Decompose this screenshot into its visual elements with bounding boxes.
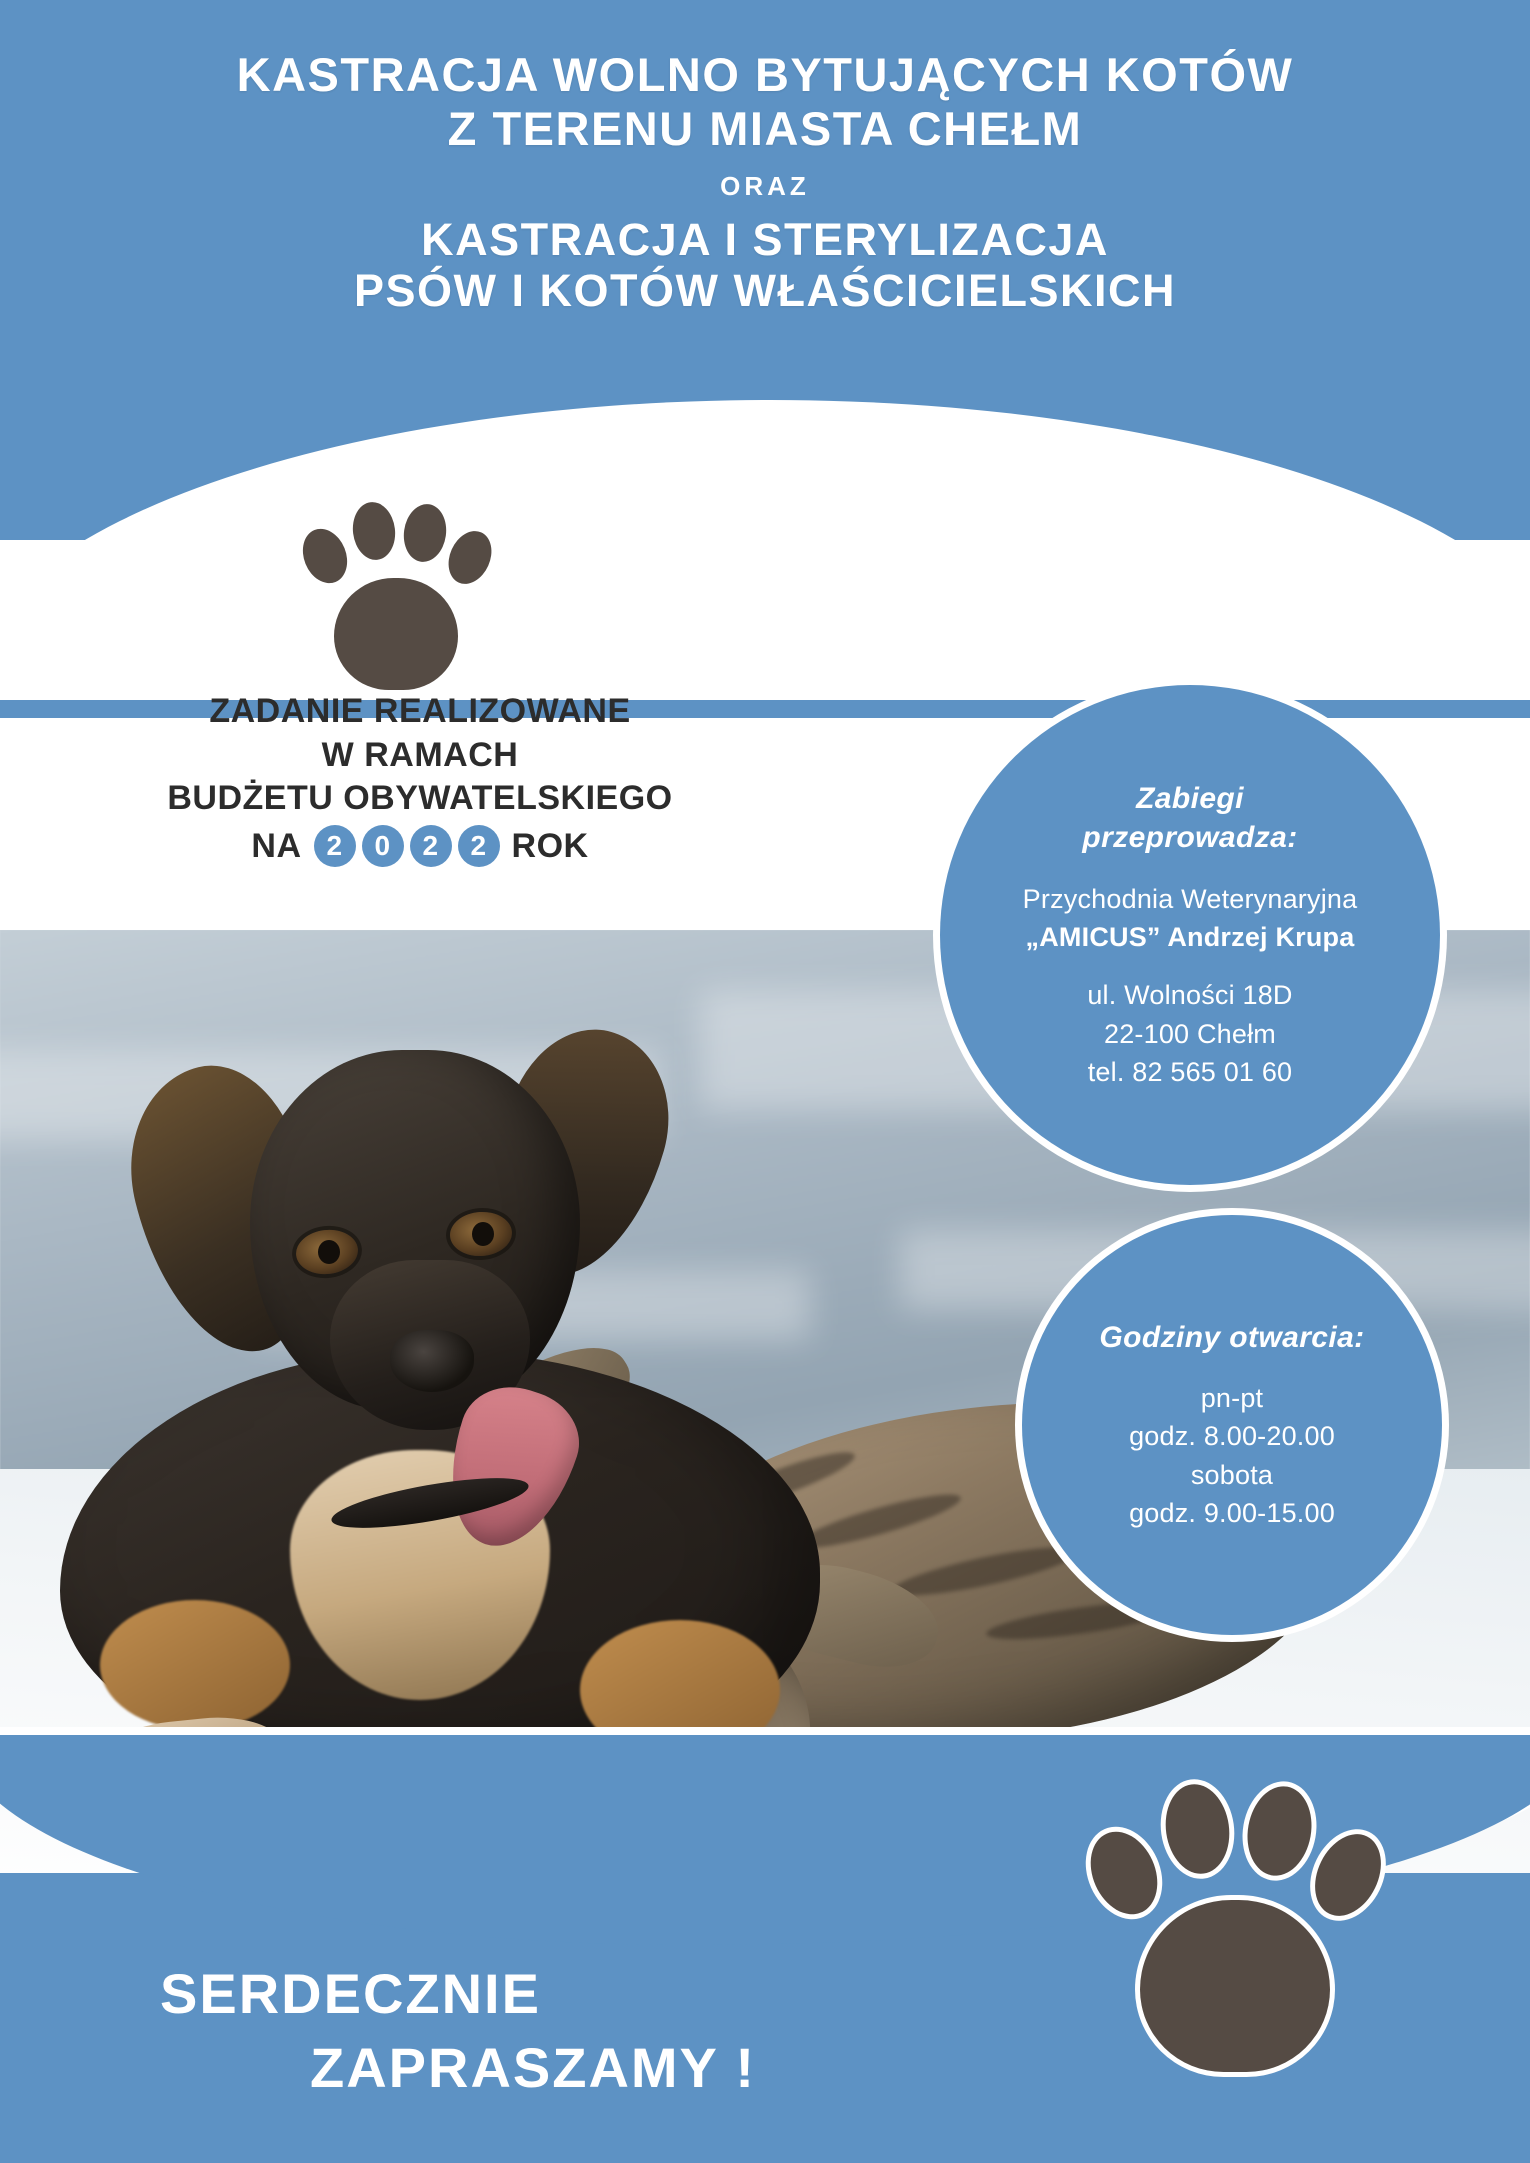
year-digit-3: 2 <box>410 825 452 867</box>
clinic-name-line-2: „AMICUS” Andrzej Krupa <box>1025 922 1355 953</box>
paw-toe-3 <box>1241 1781 1319 1881</box>
budget-rok-label: ROK <box>511 826 589 865</box>
budget-block <box>100 690 740 868</box>
hours-weekdays-label: pn-pt <box>1200 1383 1264 1414</box>
hours-title: Godziny otwarcia: <box>1099 1320 1365 1354</box>
paw-print-icon-bottom <box>1090 1780 1380 2080</box>
footer-line-2: ZAPRASZAMY ! <box>310 2036 757 2100</box>
dog-pupil-left <box>318 1240 340 1264</box>
budget-na-label: NA <box>251 826 302 865</box>
clinic-title-line-2: przeprowadza: <box>1082 821 1298 855</box>
clinic-address-line-2: 22-100 Chełm <box>1104 1018 1276 1049</box>
header-line-2: Z TERENU MIASTA CHEŁM <box>447 101 1083 155</box>
header-line-1: KASTRACJA WOLNO BYTUJĄCYCH KOTÓW <box>236 48 1294 101</box>
header-line-5: PSÓW I KOTÓW WŁAŚCICIELSKICH <box>354 265 1176 317</box>
clinic-title <box>1082 779 1297 858</box>
budget-line-2: W RAMACH <box>321 735 519 774</box>
footer-invitation <box>160 1957 756 2105</box>
paw-toe-1 <box>1078 1821 1170 1925</box>
budget-year-line <box>100 825 740 869</box>
dog-tan-marking <box>100 1600 290 1730</box>
hours-saturday-label: sobota <box>1190 1459 1274 1490</box>
footer-line-1: SERDECZNIE <box>160 1962 541 2026</box>
hours-weekdays-value: godz. 8.00-20.00 <box>1129 1421 1335 1452</box>
header-line-4: KASTRACJA I STERYLIZACJA <box>421 214 1109 266</box>
cat-stripe <box>889 1538 1081 1605</box>
cat-stripe <box>794 1485 965 1557</box>
dog-pupil-right <box>472 1222 494 1246</box>
budget-line-3: BUDŻETU OBYWATELSKIEGO <box>167 779 673 818</box>
header-line-oraz: ORAZ <box>720 171 810 202</box>
clinic-info-circle <box>940 685 1440 1185</box>
clinic-phone: tel. 82 565 01 60 <box>1087 1057 1293 1088</box>
hours-saturday-value: godz. 9.00-15.00 <box>1129 1498 1335 1529</box>
clinic-address-line-1: ul. Wolności 18D <box>1087 980 1293 1011</box>
year-digit-4: 2 <box>458 825 500 867</box>
paw-toe-2 <box>1160 1780 1235 1878</box>
year-digit-1: 2 <box>314 825 356 867</box>
paw-main-pad <box>334 578 458 690</box>
paw-print-icon <box>300 500 490 700</box>
paw-toe-1 <box>295 522 355 590</box>
opening-hours-circle <box>1022 1215 1442 1635</box>
paw-toe-2 <box>350 500 399 563</box>
paw-main-pad <box>1140 1900 1330 2072</box>
header-title-block <box>0 48 1530 317</box>
clinic-title-line-1: Zabiegi <box>1136 781 1244 815</box>
paw-toe-3 <box>400 501 450 564</box>
clinic-name-line-1: Przychodnia Weterynaryjna <box>1022 883 1358 914</box>
dog-nose <box>390 1330 474 1392</box>
year-digit-2: 0 <box>362 825 404 867</box>
budget-line-1: ZADANIE REALIZOWANE <box>209 692 631 730</box>
